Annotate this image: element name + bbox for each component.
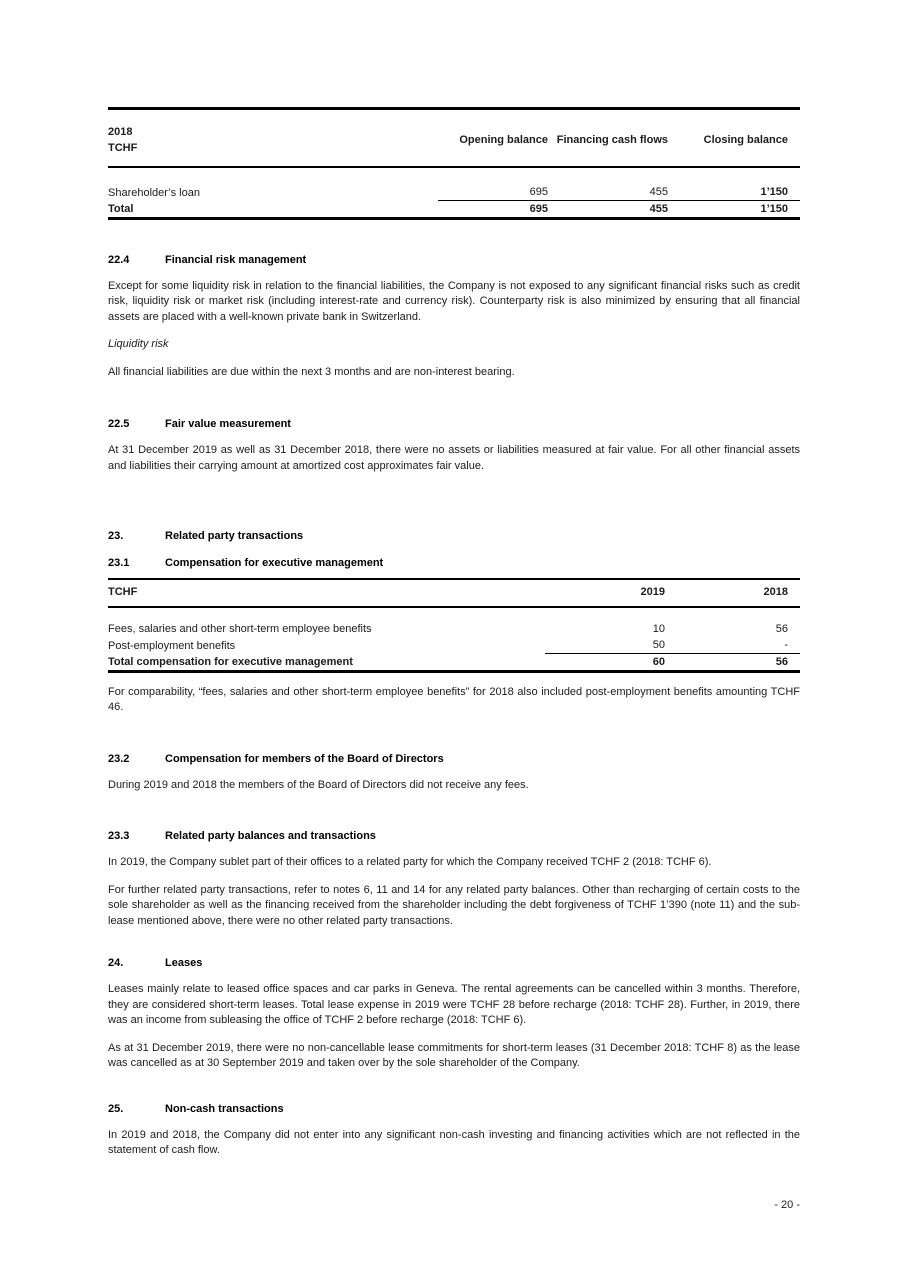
paragraph: Leases mainly relate to leased office spaces and car parks in Geneva. The rental agreements can be cancelled within 3 months. Therefore, they are considered short-term leases. Total lease expense in 2019 were TCHF 28 before recharge (2018: TCHF 28). Further, in 2019, there was an income from subleasing the office of TCHF 2 before recharge (2018: TCHF 6). [108, 983, 800, 1026]
total-label: Total compensation for executive management [108, 656, 353, 668]
value-2019: 50 [652, 639, 665, 651]
closing-balance-value: 1’150 [760, 186, 788, 198]
total-2019: 60 [652, 656, 665, 668]
column-header-financing-cash-flows: Financing cash flows [556, 134, 668, 146]
column-header-2019: 2019 [640, 585, 665, 598]
table-unit-label: TCHF [108, 142, 138, 154]
paragraph: For comparability, “fees, salaries and other short-term employee benefits” for 2018 also included post-employment benefits amounting TCHF 46. [108, 685, 800, 713]
section-number: 23. [108, 530, 124, 542]
section-heading-22-5 [108, 417, 800, 431]
row-values [438, 184, 800, 201]
section-number: 24. [108, 957, 124, 969]
paragraph: All financial liabilities are due within the next 3 months and are non-interest bearing. [108, 365, 515, 378]
page-number: - 20 - [774, 1199, 800, 1211]
paragraph: In 2019 and 2018, the Company did not enter into any significant non-cash investing and financing activities which are not reflected in the statement of cash flow. [108, 1128, 800, 1156]
table-row [108, 637, 800, 654]
compensation-table-body [108, 608, 800, 670]
value-2019: 10 [652, 623, 665, 635]
section-title: Fair value measurement [165, 418, 291, 430]
section-heading-25 [108, 1102, 800, 1116]
paragraph: For further related party transactions, refer to notes 6, 11 and 14 for any related party balances. Other than recharging of certain costs to the sole shareholder as well as the financing received from the shareholder including the debt forgiveness of TCHF 1’390 (note 11) and the sub-lease mentioned above, there were no other related party transactions. [108, 883, 800, 927]
section-heading-23-3 [108, 829, 800, 843]
total-values [438, 201, 800, 217]
section-title: Non-cash transactions [165, 1102, 284, 1115]
total-values [545, 654, 800, 670]
value-2018: - [784, 639, 788, 651]
row-label: Shareholder’s loan [108, 187, 200, 199]
row-values [545, 637, 800, 654]
financing-table-body [108, 168, 800, 217]
table-total-row [108, 654, 800, 670]
section-heading-23-1 [108, 556, 800, 570]
section-number: 23.2 [108, 752, 130, 765]
section-number: 22.5 [108, 418, 130, 430]
compensation-table [108, 578, 800, 673]
section-number: 25. [108, 1102, 124, 1115]
section-number: 23.1 [108, 557, 130, 569]
column-header-opening-balance: Opening balance [459, 134, 548, 146]
section-title: Financial risk management [165, 253, 307, 266]
financing-table-2018 [108, 107, 800, 220]
page-content [108, 0, 800, 1159]
section-heading-23 [108, 529, 800, 543]
value-2018: 56 [775, 623, 788, 635]
column-header-closing-balance: Closing balance [703, 134, 788, 146]
total-opening-balance: 695 [529, 203, 548, 215]
table-year-label: 2018 [108, 126, 133, 138]
section-title: Related party balances and transactions [165, 830, 376, 842]
opening-balance-value: 695 [529, 186, 548, 198]
paragraph: In 2019, the Company sublet part of their offices to a related party for which the Company received TCHF 2 (2018: TCHF 6). [108, 856, 712, 868]
row-label: Fees, salaries and other short-term employee benefits [108, 623, 372, 635]
section-number: 23.3 [108, 830, 130, 842]
total-label: Total [108, 203, 134, 215]
table-bottom-rule [108, 217, 800, 220]
paragraph: At 31 December 2019 as well as 31 December 2018, there were no assets or liabilities measured at fair value. For all other financial assets and liabilities their carrying amount at amortized cost approximates fair value. [108, 444, 800, 472]
section-number: 22.4 [108, 253, 130, 266]
section-heading-23-2 [108, 752, 800, 766]
total-2018: 56 [775, 656, 788, 668]
paragraph: As at 31 December 2019, there were no non-cancellable lease commitments for short-term leases (31 December 2018: TCHF 8) as the lease was cancelled as at 30 September 2019 and taken over by the sole shareholder of the Company. [108, 1041, 800, 1069]
section-title: Related party transactions [165, 530, 304, 542]
section-heading-22-4 [108, 253, 800, 267]
section-heading-24 [108, 956, 800, 970]
compensation-table-header [108, 580, 800, 606]
row-label: Post-employment benefits [108, 640, 236, 652]
table-bottom-rule [108, 670, 800, 673]
column-header-2018: 2018 [763, 585, 788, 598]
section-title: Compensation for members of the Board of Directors [165, 752, 444, 765]
financing-cash-flows-value: 455 [649, 186, 668, 198]
total-closing-balance: 1’150 [760, 203, 788, 215]
paragraph: During 2019 and 2018 the members of the Board of Directors did not receive any fees. [108, 778, 529, 791]
table-unit-label: TCHF [108, 585, 138, 598]
table-row [108, 621, 800, 637]
table-total-row [108, 201, 800, 217]
total-financing-cash-flows: 455 [649, 203, 668, 215]
table-row [108, 184, 800, 201]
row-values [545, 621, 800, 637]
section-title: Leases [165, 957, 203, 969]
table-year-unit [108, 124, 438, 156]
subheading-liquidity-risk: Liquidity risk [108, 338, 169, 350]
section-title: Compensation for executive management [165, 557, 384, 569]
paragraph: Except for some liquidity risk in relation to the financial liabilities, the Company is not exposed to any significant financial risks such as credit risk, liquidity risk or market risk (including interest-rate and currency risk). Counterparty risk is also minimized by ensuring that all financial assets are placed with a well-known private bank in Switzerland. [108, 279, 800, 323]
financing-table-header [108, 110, 800, 166]
